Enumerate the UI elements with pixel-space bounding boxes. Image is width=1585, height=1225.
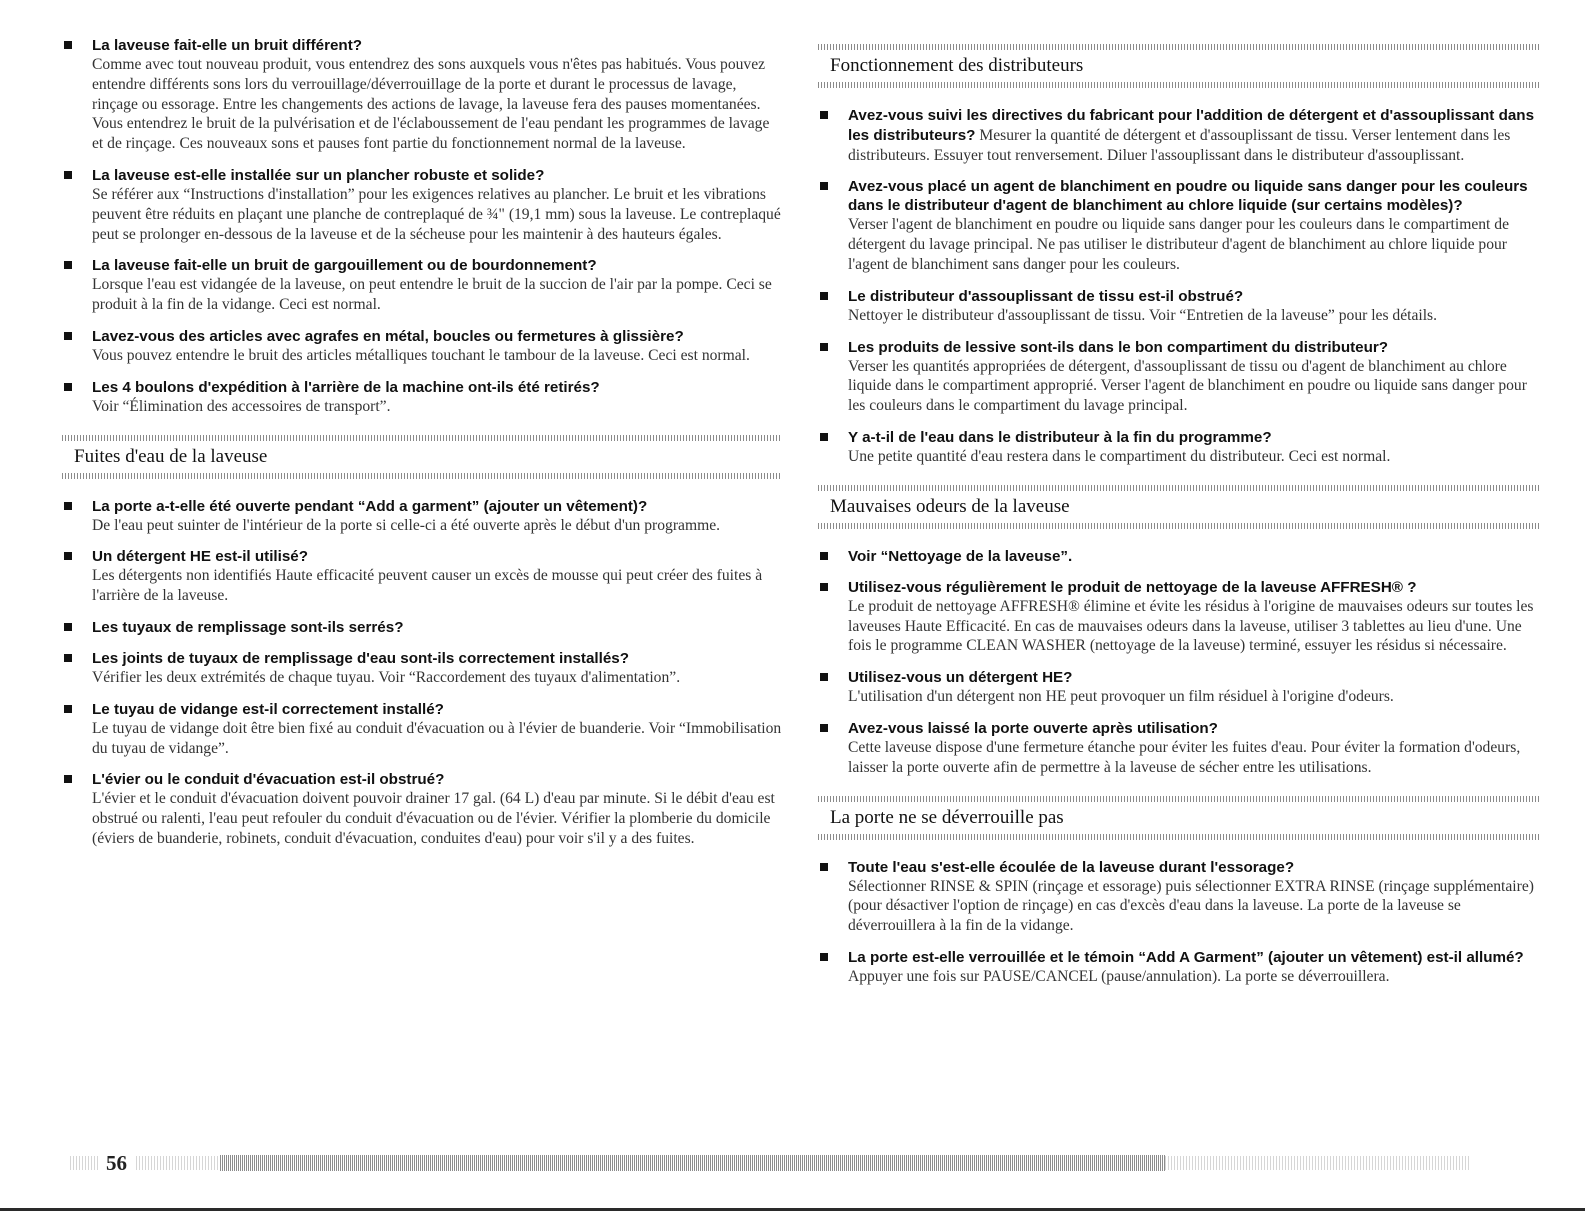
list-item [818,858,1540,936]
question-title: Le distributeur d'assouplissant de tissu est-il obstrué? [848,287,1244,305]
square-bullet-icon [64,775,72,783]
section-title: Fuites d'eau de la laveuse [74,445,268,467]
section-title: La porte ne se déverrouille pas [830,806,1064,828]
section-rule [818,834,1540,840]
door-question-list [818,858,1540,987]
square-bullet-icon [820,292,828,300]
question-title: Voir “Nettoyage de la laveuse”. [848,547,1073,565]
list-item [62,378,782,417]
answer-text: Le produit de nettoyage AFFRESH® élimine et évite les résidus à l'origine de mauvaises odeurs sur toutes les laveuses Haute Efficacité. En cas de mauvaises odeurs dans la laveuse, utiliser 3 tablettes au lieu d'une. Une fois le programme CLEAN WASHER (nettoyage de la laveuse) terminé, essuyer les résidus si nécessaire. [848,597,1534,655]
noise-question-list [62,36,782,417]
question-title: Lavez-vous des articles avec agrafes en métal, boucles ou fermetures à glissière? [92,327,684,345]
answer-text: Une petite quantité d'eau restera dans le compartiment du distributeur. Ceci est normal. [848,447,1391,465]
section-rule [62,473,782,479]
footer-decorative-bar-dark [220,1155,1165,1171]
square-bullet-icon [820,724,828,732]
question-title: L'évier ou le conduit d'évacuation est-il obstrué? [92,771,445,789]
section-header-odors [818,485,1540,529]
square-bullet-icon [820,953,828,961]
list-item [818,668,1540,707]
list-item [818,177,1540,274]
answer-text: Vérifier les deux extrémités de chaque tuyau. Voir “Raccordement des tuyaux d'alimentation”. [92,668,681,686]
question-title: Avez-vous placé un agent de blanchiment en poudre ou liquide sans danger pour les couleurs dans le distributeur d'agent de blanchiment au chlore liquide (sur certains modèles)? [848,178,1528,215]
square-bullet-icon [64,383,72,391]
square-bullet-icon [64,654,72,662]
section-rule [818,82,1540,88]
square-bullet-icon [820,433,828,441]
list-item [62,36,782,154]
question-title: Le tuyau de vidange est-il correctement installé? [92,700,444,718]
right-column [818,44,1540,1005]
list-item [62,618,782,637]
square-bullet-icon [64,332,72,340]
answer-text: Le tuyau de vidange doit être bien fixé au conduit d'évacuation ou à l'évier de buanderie. Voir “Immobilisation du tuyau de vidange”. [92,719,782,757]
answer-text: Se référer aux “Instructions d'installation” pour les exigences relatives au plancher. Le bruit et les vibrations peuvent être réduits en plaçant une planche de contreplaqué de ¾" (19,1 mm) sous la laveuse. Le contreplaqué peut se prolonger en-dessous de la laveuse et de la sécheuse pour les maintenir à des hauteurs égales. [92,185,781,243]
square-bullet-icon [820,863,828,871]
answer-text: De l'eau peut suinter de l'intérieur de la porte si celle-ci a été ouverte après le début d'un programme. [92,516,721,534]
question-title: Toute l'eau s'est-elle écoulée de la laveuse durant l'essorage? [848,858,1295,876]
list-item [818,287,1540,326]
answer-text: Cette laveuse dispose d'une fermeture étanche pour éviter les fuites d'eau. Pour éviter la formation d'odeurs, laisser la porte ouverte afin de permettre à la laveuse de sécher entre les utilisations. [848,738,1521,776]
answer-body: Mesurer la quantité de détergent et d'assouplissant de tissu. Verser lentement dans les distributeurs. Essuyer tout renversement. Diluer l'assouplissant dans le distributeur d'assouplissant. [848,126,1511,164]
answer-text [848,106,1540,165]
square-bullet-icon [64,502,72,510]
question-title: Avez-vous suivi les directives du fabricant pour l'addition de détergent et d'assouplissant dans les distributeurs? [848,107,1535,144]
square-bullet-icon [820,111,828,119]
page-bottom-edge [0,1208,1585,1211]
section-title: Mauvaises odeurs de la laveuse [830,495,1070,517]
leaks-question-list [62,497,782,849]
section-header-dispensers [818,44,1540,88]
square-bullet-icon [64,623,72,631]
question-title: Les tuyaux de remplissage sont-ils serrés? [92,618,404,636]
list-item [818,428,1540,467]
list-item [62,649,782,688]
section-header-leaks [62,435,782,479]
square-bullet-icon [64,41,72,49]
list-item [818,578,1540,656]
list-item [818,948,1540,987]
page-number: 56 [106,1151,127,1175]
list-item [62,497,782,536]
square-bullet-icon [64,171,72,179]
section-header-door [818,796,1540,840]
list-item [62,166,782,244]
answer-text: Les détergents non identifiés Haute efficacité peuvent causer un excès de mousse qui peut créer des fuites à l'arrière de la laveuse. [92,567,763,605]
square-bullet-icon [64,261,72,269]
square-bullet-icon [820,673,828,681]
dispensers-question-list [818,106,1540,467]
square-bullet-icon [820,182,828,190]
list-item [818,106,1540,165]
question-title: La porte a-t-elle été ouverte pendant “Add a garment” (ajouter un vêtement)? [92,497,648,515]
square-bullet-icon [820,552,828,560]
square-bullet-icon [820,583,828,591]
square-bullet-icon [820,343,828,351]
list-item [62,327,782,366]
list-item [818,719,1540,778]
answer-text: Appuyer une fois sur PAUSE/CANCEL (pause/annulation). La porte se déverrouillera. [848,967,1390,985]
square-bullet-icon [64,705,72,713]
answer-text: L'utilisation d'un détergent non HE peut provoquer un film résiduel à l'origine d'odeurs. [848,688,1394,706]
question-title: Les 4 boulons d'expédition à l'arrière de la machine ont-ils été retirés? [92,378,600,396]
question-title: Utilisez-vous un détergent HE? [848,669,1073,687]
list-item [62,547,782,606]
question-title: La laveuse fait-elle un bruit différent? [92,37,363,54]
odors-question-list [818,547,1540,778]
question-title: Les produits de lessive sont-ils dans le bon compartiment du distributeur? [848,338,1389,356]
answer-text: Verser l'agent de blanchiment en poudre ou liquide sans danger pour les couleurs dans le compartiment de détergent du lavage principal. Ne pas utiliser le distributeur d'agent de blanchiment au chlore liquide pour l'agent de blanchiment sans danger pour les couleurs. [848,216,1510,273]
answer-text: Lorsque l'eau est vidangée de la laveuse, on peut entendre le bruit de la succion de l'air par la pompe. Ceci se produit à la fin de la vidange. Ceci est normal. [92,276,772,314]
question-title: Les joints de tuyaux de remplissage d'eau sont-ils correctement installés? [92,649,630,667]
list-item [818,547,1540,566]
section-title: Fonctionnement des distributeurs [830,55,1084,76]
answer-text: Comme avec tout nouveau produit, vous entendrez des sons auxquels vous n'êtes pas habitués. Vous pouvez entendre différents sons lors du verrouillage/déverrouillage de la porte et durant le processus de lavage, rinçage ou essorage. Entre les changements des actions de lavage, la laveuse fera des pauses momentanées. Vous entendrez le bruit de la pulvérisation et de l'éclaboussement de l'eau pendant les programmes de lavage et de rinçage. Ces nouveaux sons et pauses font partie du fonctionnement normal de la laveuse. [92,56,770,153]
answer-text: Vous pouvez entendre le bruit des articles métalliques touchant le tambour de la laveuse. Ceci est normal. [92,346,750,364]
question-title: La porte est-elle verrouillée et le témoin “Add A Garment” (ajouter un vêtement) est-il allumé? [848,948,1524,966]
list-item [62,256,782,315]
answer-text: L'évier et le conduit d'évacuation doivent pouvoir drainer 17 gal. (64 L) d'eau par minute. Si le débit d'eau est obstrué ou ralenti, l'eau peut refouler du conduit d'évacuation ou de l'évier. Vérifier la plomberie du domicile (éviers de buanderie, robinets, conduit d'évacuation, conduites d'eau) pour voir s'il y a des fuites. [92,790,775,847]
section-rule [818,523,1540,529]
left-column [62,36,782,867]
question-title: Utilisez-vous régulièrement le produit de nettoyage de la laveuse AFFRESH® ? [848,578,1417,596]
answer-text: Nettoyer le distributeur d'assouplissant de tissu. Voir “Entretien de la laveuse” pour les détails. [848,306,1438,324]
answer-text: Voir “Élimination des accessoires de transport”. [92,397,391,415]
list-item [62,700,782,759]
list-item [818,338,1540,416]
question-title: La laveuse fait-elle un bruit de gargouillement ou de bourdonnement? [92,257,597,275]
list-item [62,770,782,848]
question-title: Avez-vous laissé la porte ouverte après utilisation? [848,719,1218,737]
square-bullet-icon [64,552,72,560]
answer-text: Sélectionner RINSE & SPIN (rinçage et essorage) puis sélectionner EXTRA RINSE (rinçage supplémentaire) (pour désactiver l'option de rinçage) en cas d'excès d'eau dans la laveuse. La porte de la laveuse se déverrouillera à la fin de la vidange. [848,877,1534,935]
question-title: Un détergent HE est-il utilisé? [92,548,309,566]
answer-text: Verser les quantités appropriées de détergent, d'assouplissant de tissu ou d'agent de blanchiment au chlore liquide dans le compartiment approprié. Verser l'agent de blanchiment en poudre ou liquide sans danger pour les couleurs dans le compartiment du lavage principal. [848,357,1527,415]
question-title: Y a-t-il de l'eau dans le distributeur à la fin du programme? [848,428,1272,446]
page-footer [70,1153,1470,1173]
question-title: La laveuse est-elle installée sur un plancher robuste et solide? [92,166,545,184]
